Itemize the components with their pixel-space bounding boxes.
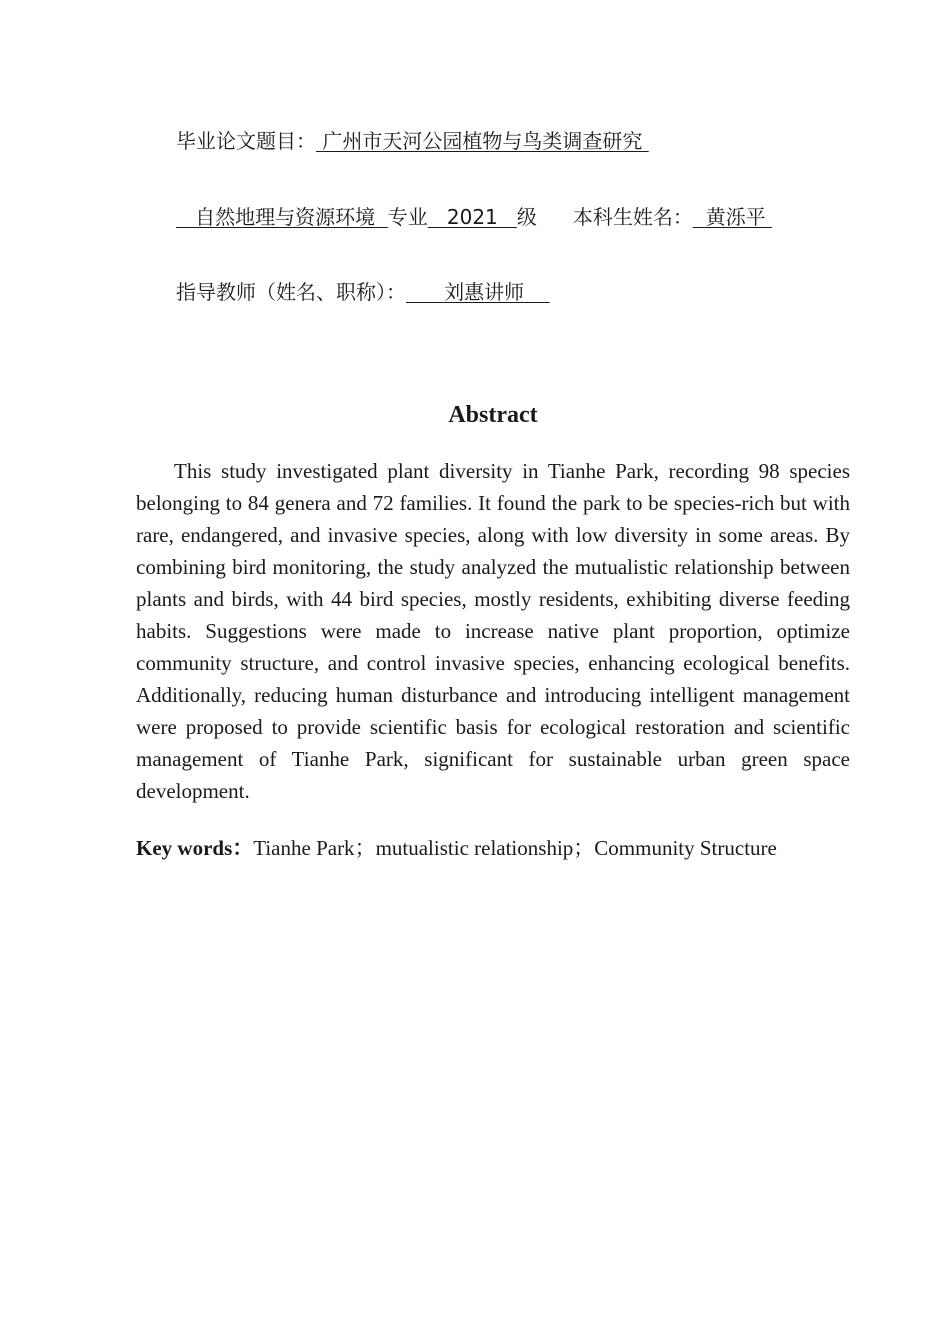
major-label: 专业 — [387, 205, 428, 229]
thesis-title-label: 毕业论文题目： — [176, 129, 316, 153]
advisor-value: 刘惠讲师 — [444, 280, 525, 304]
keyword-separator: ； — [573, 836, 595, 860]
major-value: 自然地理与资源环境 — [195, 205, 376, 229]
keyword-separator: ； — [354, 836, 376, 860]
advisor-label: 指导教师（姓名、职称）： — [176, 280, 406, 304]
thesis-title-line — [176, 127, 649, 155]
abstract-heading: Abstract — [448, 402, 538, 428]
grade-value: 2021 — [446, 205, 498, 229]
major-student-line — [176, 203, 772, 231]
grade-label: 级 — [516, 205, 537, 229]
keyword-item: Tianhe Park — [253, 836, 355, 860]
keyword-item: mutualistic relationship — [375, 836, 574, 860]
thesis-title-value: 广州市天河公园植物与鸟类调查研究 — [322, 129, 643, 153]
student-value: 黄泺平 — [705, 205, 766, 229]
student-label: 本科生姓名： — [572, 205, 693, 229]
advisor-line — [176, 278, 550, 306]
keywords-label: Key words： — [136, 836, 254, 860]
keyword-item: Community Structure — [594, 836, 777, 860]
keywords-line — [136, 833, 850, 863]
abstract-body: This study investigated plant diversity in Tianhe Park, recording 98 species belonging to 84 genera and 72 families. It found the park to be species-rich but with rare, endangered, and invasive species, along with low diversity in some areas. By combining bird monitoring, the study analyzed the mutualistic relationship between plants and birds, with 44 bird species, mostly residents, exhibiting diverse feeding habits. Suggestions were made to increase native plant proportion, optimize community structure, and control invasive species, enhancing ecological benefits. Additionally, reducing human disturbance and introducing intelligent management were proposed to provide scientific basis for ecological restoration and scientific management of Tianhe Park, significant for sustainable urban green space development. — [136, 459, 850, 803]
